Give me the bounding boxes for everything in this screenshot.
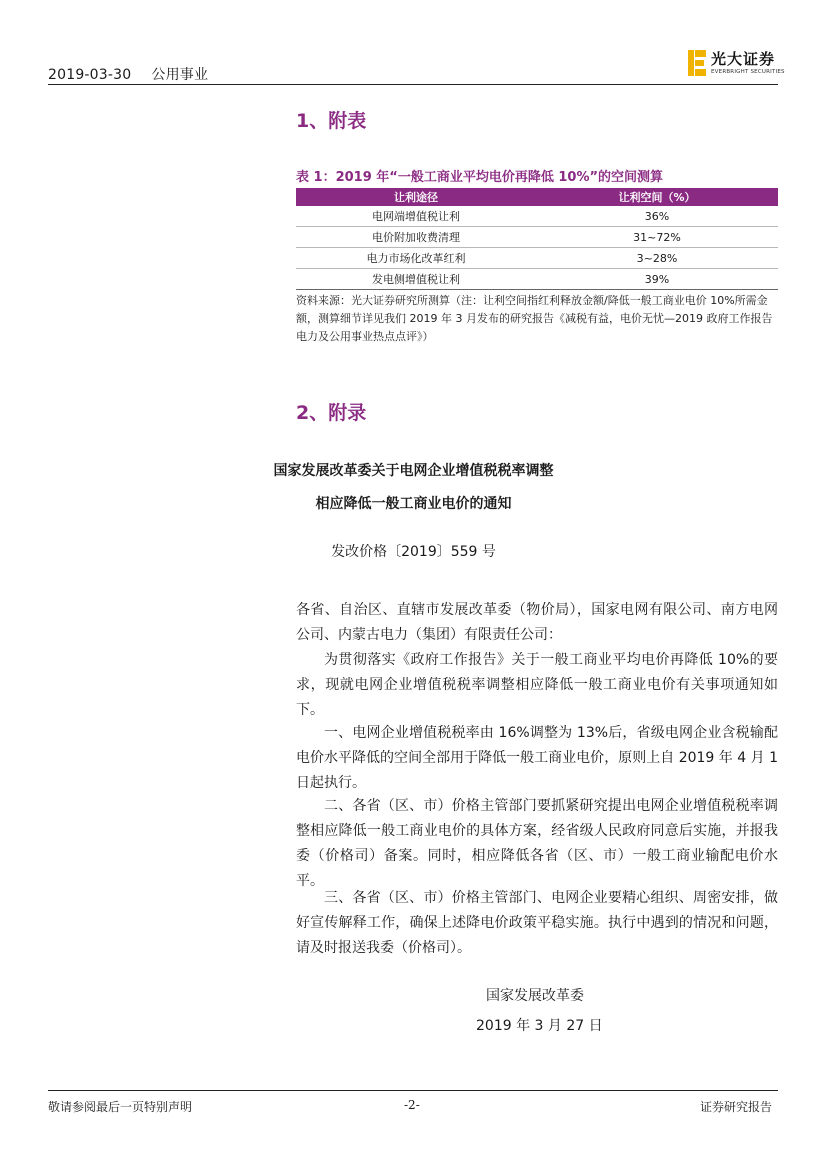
- table-title: 表 1：2019 年“一般工商业平均电价再降低 10%”的空间测算: [296, 170, 664, 185]
- table-cell: 3~28%: [536, 248, 778, 269]
- table-header-row: [296, 188, 778, 206]
- table-cell: 39%: [536, 269, 778, 290]
- report-category: 公用事业: [151, 67, 209, 83]
- notice-signature-date: 2019 年 3 月 27 日: [476, 1018, 603, 1034]
- logo-name-en: EVERBRIGHT SECURITIES: [711, 68, 785, 75]
- notice-paragraph: 三、各省（区、市）价格主管部门、电网企业要精心组织、周密安排，做好宣传解释工作，确保上述降电价政策平稳实施。执行中遇到的情况和问题，请及时报送我委（价格司）。: [296, 890, 778, 956]
- table-source-note: 资料来源：光大证券研究所测算（注：让利空间指红利释放金额/降低一般工商业电价 10%所需金额，测算细节详见我们 2019 年 3 月发布的研究报告《减税有益，电价无忧—2019 政府工作报告电力及公用事业热点点评》）: [296, 294, 773, 343]
- notice-document-number: 发改价格〔2019〕559 号: [331, 544, 496, 560]
- table-row: [296, 206, 778, 227]
- notice-addressee: 各省、自治区、直辖市发展改革委（物价局），国家电网有限公司、南方电网公司、内蒙古电力（集团）有限责任公司：: [296, 602, 778, 643]
- table-row: [296, 269, 778, 290]
- table-row: [296, 248, 778, 269]
- notice-title-line2: 相应降低一般工商业电价的通知: [315, 496, 512, 512]
- footer-divider: [48, 1090, 778, 1091]
- notice-paragraph: 为贯彻落实《政府工作报告》关于一般工商业平均电价再降低 10%的要求，现就电网企业增值税税率调整相应降低一般工商业电价有关事项通知如下。: [296, 652, 778, 718]
- footer-disclaimer: 敬请参阅最后一页特别声明: [48, 1100, 193, 1114]
- price-reduction-table: [296, 188, 778, 290]
- table-row: [296, 227, 778, 248]
- notice-signature-org: 国家发展改革委: [486, 988, 584, 1004]
- page-header: [48, 64, 208, 84]
- notice-paragraph: 一、电网企业增值税税率由 16%调整为 13%后，省级电网企业含税输配电价水平降低的空间全部用于降低一般工商业电价，原则上自 2019 年 4 月 1 日起执行。: [296, 725, 778, 791]
- table-cell: 电网端增值税让利: [296, 206, 536, 227]
- notice-title-line1: 国家发展改革委关于电网企业增值税税率调整: [273, 463, 554, 479]
- page-number: -2-: [404, 1098, 420, 1112]
- logo-name-cn: 光大证券: [711, 49, 776, 68]
- table-cell: 电价附加收费清理: [296, 227, 536, 248]
- footer-report-type: 证券研究报告: [700, 1100, 773, 1114]
- brand-logo: [688, 50, 785, 76]
- table-cell: 电力市场化改革红利: [296, 248, 536, 269]
- section-heading-appendix-table: 1、附表: [296, 110, 367, 132]
- table-cell: 31~72%: [536, 227, 778, 248]
- column-header: 让利途径: [296, 188, 536, 206]
- section-heading-appendix-notice: 2、附录: [296, 402, 367, 424]
- table-cell: 发电侧增值税让利: [296, 269, 536, 290]
- report-date: 2019-03-30: [48, 67, 132, 83]
- notice-paragraph: 二、各省（区、市）价格主管部门要抓紧研究提出电网企业增值税税率调整相应降低一般工商业电价的具体方案，经省级人民政府同意后实施，并报我委（价格司）备案。同时，相应降低各省（区、市）一般工商业输配电价水平。: [296, 798, 778, 889]
- everbright-logo-icon: [688, 50, 706, 76]
- header-divider: [48, 84, 778, 85]
- table-cell: 36%: [536, 206, 778, 227]
- column-header: 让利空间（%）: [536, 188, 778, 206]
